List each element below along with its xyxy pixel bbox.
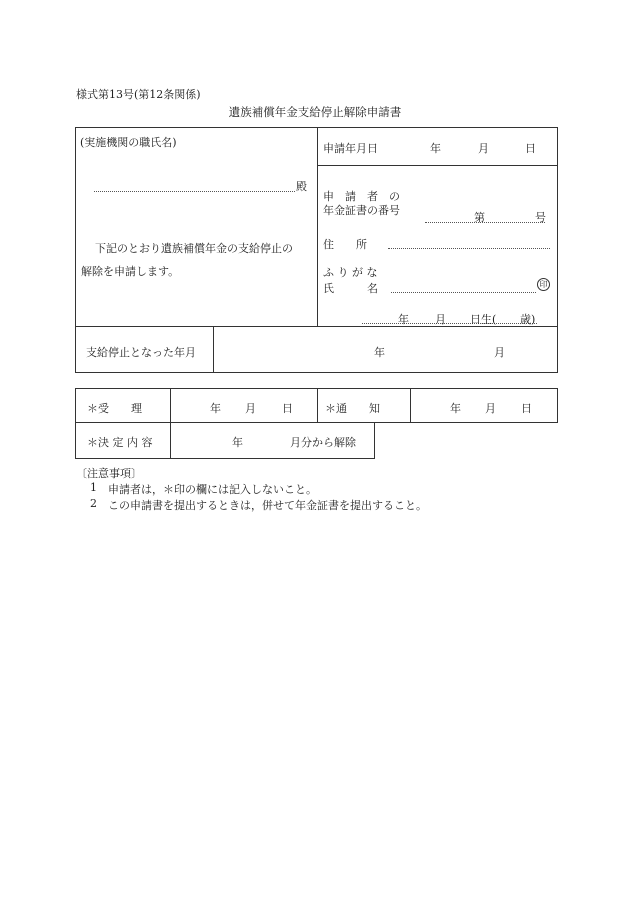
- agency-name-line[interactable]: [94, 191, 295, 192]
- birth-day-suffix: 日生(: [470, 313, 497, 326]
- note-text-2: この申請書を提出するときは，併せて年金証書を提出すること。: [108, 499, 427, 512]
- notice-year: 年: [450, 402, 461, 415]
- decision-year: 年: [232, 436, 243, 449]
- honorific: 殿: [296, 180, 307, 193]
- cert-number-line[interactable]: [425, 222, 545, 223]
- birth-date-line[interactable]: [362, 323, 537, 324]
- stop-row-vertical-divider: [213, 326, 214, 373]
- statement-line-1: 下記のとおり遺族補償年金の支給停止の: [95, 242, 293, 255]
- applicant-label-2: 年金証書の番号: [323, 204, 400, 217]
- birth-month: 月: [435, 313, 446, 326]
- application-day: 日: [525, 142, 536, 155]
- date-row-divider: [317, 165, 557, 166]
- stop-month: 月: [494, 346, 505, 359]
- form-title: 遺族補償年金支給停止解除申請書: [228, 105, 402, 119]
- agency-label: (実施機関の職氏名): [80, 136, 177, 149]
- office-divider-2: [317, 388, 318, 423]
- notes-heading: 〔注意事項〕: [76, 467, 142, 480]
- receipt-month: 月: [245, 402, 256, 415]
- statement-line-2: 解除を申請します。: [81, 265, 180, 278]
- notice-day: 日: [521, 402, 532, 415]
- note-number-1: 1: [90, 481, 97, 494]
- receipt-year: 年: [210, 402, 221, 415]
- stop-year: 年: [374, 346, 385, 359]
- address-line[interactable]: [388, 248, 550, 249]
- notice-month: 月: [485, 402, 496, 415]
- office-divider-3: [410, 388, 411, 423]
- receipt-day: 日: [282, 402, 293, 415]
- application-year: 年: [430, 142, 441, 155]
- cert-prefix: 第: [474, 211, 485, 224]
- note-text-1: 申請者は，＊印の欄には記入しないこと。: [108, 483, 317, 496]
- form-number: 様式第13号(第12条関係): [76, 88, 201, 101]
- name-label: 氏 名: [323, 282, 378, 295]
- main-vertical-divider: [317, 127, 318, 327]
- address-label: 住 所: [323, 238, 367, 251]
- stop-label: 支給停止となった年月: [86, 346, 196, 359]
- seal-mark: 印: [537, 278, 550, 291]
- application-month: 月: [478, 142, 489, 155]
- age-suffix: 歳): [520, 313, 536, 326]
- applicant-label-1: 申 請 者 の: [323, 190, 400, 203]
- name-line[interactable]: [391, 292, 536, 293]
- note-number-2: 2: [90, 497, 97, 510]
- notice-label: ＊通 知: [325, 402, 380, 415]
- office-divider-1: [170, 388, 171, 423]
- application-date-label: 申請年月日: [323, 142, 378, 155]
- decision-suffix: 月分から解除: [290, 436, 356, 449]
- birth-year: 年: [398, 313, 409, 326]
- furigana-label: ふ り が な: [323, 266, 378, 279]
- cert-suffix: 号: [535, 211, 546, 224]
- decision-label: ＊決 定 内 容: [87, 436, 153, 449]
- decision-divider: [170, 422, 171, 459]
- receipt-label: ＊受 理: [87, 402, 142, 415]
